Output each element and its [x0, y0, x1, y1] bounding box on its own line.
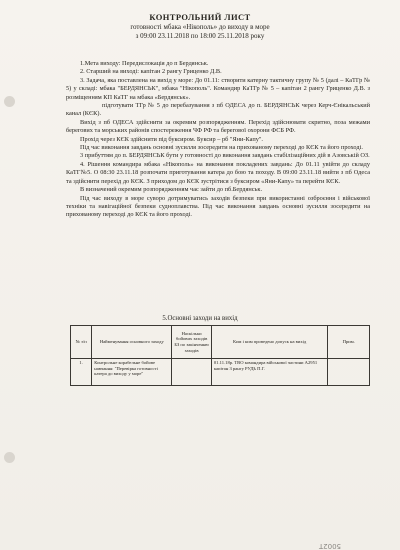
- document-subtitle: готовності мбака «Нікополь» до виходу в море: [130, 23, 270, 31]
- paragraph-arrival: 3 прибуттям до п. БЕРДЯНСЬК бути у готовності до виконання завдань стабілізаційних дій в Азовській ОЗ.: [80, 152, 370, 160]
- archive-number: 5002Т: [318, 542, 342, 550]
- paragraph-prepare: підготувати ТГр № 5 до перебазування з пб ОДЕСА до п. БЕРДЯНСЬК через Керч-Єнікальський канал (КЄК).: [66, 102, 370, 118]
- section-title: 5.Основні заходи на вихід: [162, 315, 238, 322]
- cell-number: 1.: [71, 359, 92, 386]
- header-measure: Найменування основного заходу: [92, 326, 172, 359]
- paragraph-decision: 4. Рішення командира мбака «Нікополь» на виконання покладених завдань: До 01.11 увійти до складу КаТГ№5. О 08:30 23.11.18 розпочати приготування катера до бою та походу. В 09:00 23.11.18 вийти з пб Одеса та здійснити перехід до КЄК. З приходом до КЄК зустрітися з буксиром «Яни-Капу» та перейти КЄК.: [66, 160, 370, 185]
- paragraph-senior: 2. Старший на виході: капітан 2 рангу Гриценко Д.В.: [80, 68, 222, 76]
- paragraph-passage: Прохід через КЄК здійснити під буксиром. Буксир – рб "Яни-Капу".: [80, 135, 263, 143]
- cell-combat: [172, 359, 212, 386]
- paragraph-efforts: Під час виконання завдань основні зусилля зосередити на прихованому переході до КЄК та його проході.: [80, 144, 363, 152]
- document-title: КОНТРОЛЬНИЙ ЛИСТ: [149, 12, 251, 22]
- header-note: Прим.: [328, 326, 370, 359]
- paragraph-departure: Вихід з пб ОДЕСА здійснити за окремим розпорядженням. Перехід здійснювати скритно, поза межами берегових та морських районів спостереження ЧФ РФ та берегової охорони ФСБ РФ.: [66, 118, 370, 135]
- punch-hole: [4, 452, 15, 463]
- header-number: № з/п: [71, 326, 92, 359]
- paragraph-goal: 1.Мета виходу: Передислокація до п Бердянськ.: [80, 60, 209, 67]
- cell-note: [328, 359, 370, 386]
- punch-hole: [4, 96, 15, 107]
- document-body: [66, 60, 370, 220]
- header-admission: Ким і ким проведено допуск на вихід: [211, 326, 328, 359]
- paragraph-entry: В визначений окремим розпорядженням час зайти до пб.Бердянськ.: [80, 186, 263, 194]
- header-combat: Наскільки бойових заходів БЗ по закінченню заходів: [172, 326, 212, 359]
- paragraph-safety: Під час виходу в море суворо дотримуватись заходів безпеки при використанні озброєння і військової техніки та навігаційної безпеки судноплавства. Під час виконання завдань основні зусилля зосередити на прихованому переході до КЄК та його проході.: [66, 194, 370, 219]
- cell-admission: 01.11.18р. ТВО командира військової частини А2951 капітан 3 рангу РУДЬ П.Г.: [211, 359, 328, 386]
- table-header-row: [71, 326, 370, 359]
- cell-measure: Контрольне корабельне бойове навчання: "Перевірка готовності катера до виходу у море": [92, 359, 172, 386]
- document-header: [0, 12, 400, 41]
- document-period: з 09:00 23.11.2018 по 18:00 25.11.2018 року: [135, 32, 265, 40]
- table-row: [71, 359, 370, 386]
- measures-table: [70, 325, 370, 386]
- paragraph-task: 3. Задача, яка поставлена на вихід у море: До 01.11: створити катерну тактичну групу № 5 (далі – КаТГр № 5) у складі: мбака "БЕРДЯНСЬК", мбака "Нікополь". Командир КаТГр № 5 – капітан 2 рангу Гриценко Д.В. з розміщенням КП КаТГ на мбака «Бердянськ».: [66, 76, 370, 101]
